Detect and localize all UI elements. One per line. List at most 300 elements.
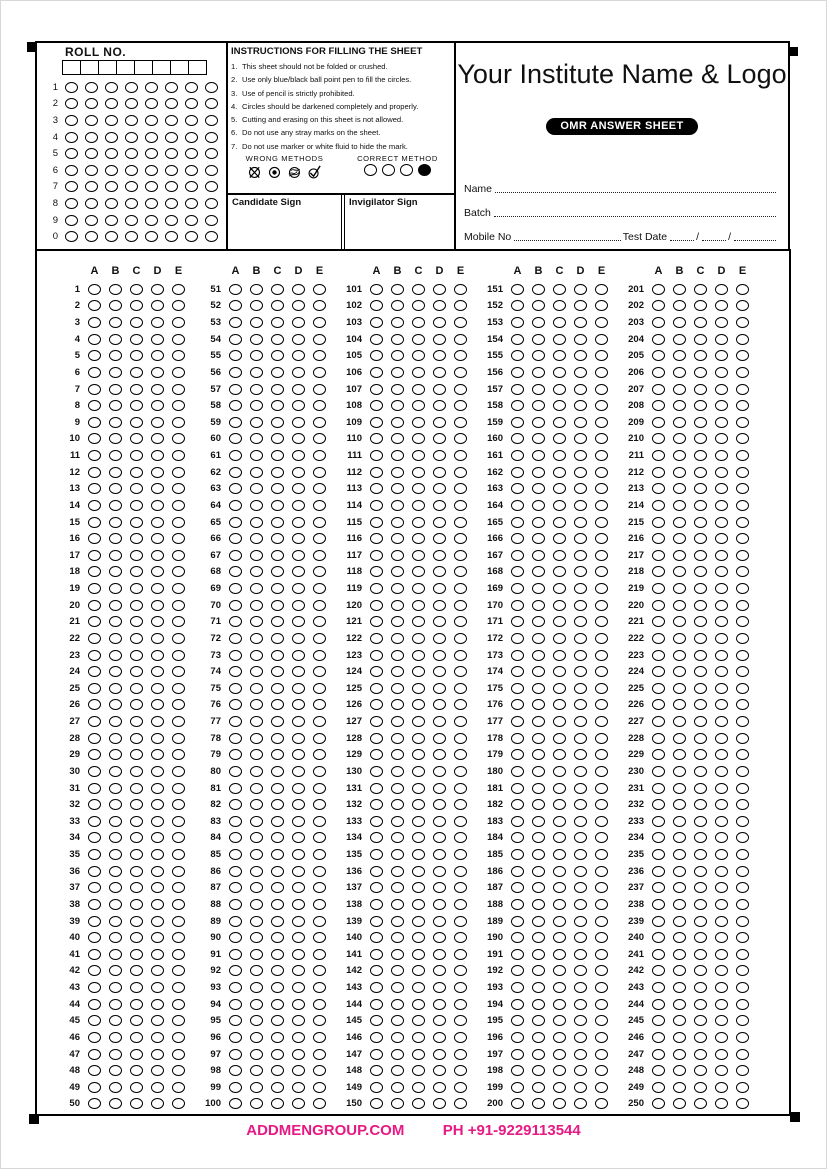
roll-bubble[interactable] xyxy=(205,98,218,109)
answer-bubble[interactable] xyxy=(673,749,686,760)
answer-bubble[interactable] xyxy=(292,733,305,744)
answer-bubble[interactable] xyxy=(130,882,143,893)
answer-bubble[interactable] xyxy=(229,816,242,827)
answer-bubble[interactable] xyxy=(229,1015,242,1026)
answer-bubble[interactable] xyxy=(109,982,122,993)
answer-bubble[interactable] xyxy=(151,1032,164,1043)
answer-bubble[interactable] xyxy=(673,417,686,428)
answer-bubble[interactable] xyxy=(88,899,101,910)
answer-bubble[interactable] xyxy=(151,783,164,794)
answer-bubble[interactable] xyxy=(151,616,164,627)
answer-bubble[interactable] xyxy=(391,284,404,295)
answer-bubble[interactable] xyxy=(391,916,404,927)
answer-bubble[interactable] xyxy=(595,899,608,910)
answer-bubble[interactable] xyxy=(532,284,545,295)
answer-bubble[interactable] xyxy=(88,799,101,810)
answer-bubble[interactable] xyxy=(574,533,587,544)
answer-bubble[interactable] xyxy=(433,699,446,710)
answer-bubble[interactable] xyxy=(292,450,305,461)
answer-bubble[interactable] xyxy=(673,300,686,311)
answer-bubble[interactable] xyxy=(715,882,728,893)
answer-bubble[interactable] xyxy=(391,616,404,627)
answer-bubble[interactable] xyxy=(412,483,425,494)
answer-bubble[interactable] xyxy=(88,1015,101,1026)
answer-bubble[interactable] xyxy=(454,367,467,378)
roll-bubble[interactable] xyxy=(85,82,98,93)
answer-bubble[interactable] xyxy=(370,417,383,428)
answer-bubble[interactable] xyxy=(109,899,122,910)
answer-bubble[interactable] xyxy=(151,517,164,528)
answer-bubble[interactable] xyxy=(292,317,305,328)
answer-bubble[interactable] xyxy=(433,1049,446,1060)
answer-bubble[interactable] xyxy=(694,483,707,494)
answer-bubble[interactable] xyxy=(715,350,728,361)
answer-bubble[interactable] xyxy=(370,583,383,594)
roll-bubble[interactable] xyxy=(165,148,178,159)
answer-bubble[interactable] xyxy=(229,633,242,644)
answer-bubble[interactable] xyxy=(172,384,185,395)
answer-bubble[interactable] xyxy=(454,1015,467,1026)
answer-bubble[interactable] xyxy=(292,816,305,827)
answer-bubble[interactable] xyxy=(370,367,383,378)
answer-bubble[interactable] xyxy=(433,1082,446,1093)
answer-bubble[interactable] xyxy=(370,616,383,627)
answer-bubble[interactable] xyxy=(595,866,608,877)
answer-bubble[interactable] xyxy=(130,334,143,345)
answer-bubble[interactable] xyxy=(574,1082,587,1093)
answer-bubble[interactable] xyxy=(391,1015,404,1026)
answer-bubble[interactable] xyxy=(250,816,263,827)
answer-bubble[interactable] xyxy=(229,699,242,710)
answer-bubble[interactable] xyxy=(313,832,326,843)
answer-bubble[interactable] xyxy=(391,949,404,960)
answer-bubble[interactable] xyxy=(313,300,326,311)
answer-bubble[interactable] xyxy=(370,1065,383,1076)
answer-bubble[interactable] xyxy=(553,583,566,594)
answer-bubble[interactable] xyxy=(673,849,686,860)
answer-bubble[interactable] xyxy=(433,799,446,810)
answer-bubble[interactable] xyxy=(370,849,383,860)
answer-bubble[interactable] xyxy=(172,1098,185,1109)
answer-bubble[interactable] xyxy=(313,1082,326,1093)
answer-bubble[interactable] xyxy=(715,1098,728,1109)
answer-bubble[interactable] xyxy=(370,384,383,395)
answer-bubble[interactable] xyxy=(532,683,545,694)
answer-bubble[interactable] xyxy=(532,317,545,328)
answer-bubble[interactable] xyxy=(532,517,545,528)
answer-bubble[interactable] xyxy=(454,866,467,877)
answer-bubble[interactable] xyxy=(694,982,707,993)
answer-bubble[interactable] xyxy=(172,417,185,428)
answer-bubble[interactable] xyxy=(88,533,101,544)
answer-bubble[interactable] xyxy=(454,350,467,361)
answer-bubble[interactable] xyxy=(292,616,305,627)
answer-bubble[interactable] xyxy=(109,1015,122,1026)
answer-bubble[interactable] xyxy=(511,799,524,810)
answer-bubble[interactable] xyxy=(511,766,524,777)
answer-bubble[interactable] xyxy=(694,799,707,810)
answer-bubble[interactable] xyxy=(151,699,164,710)
answer-bubble[interactable] xyxy=(370,400,383,411)
answer-bubble[interactable] xyxy=(370,766,383,777)
answer-bubble[interactable] xyxy=(454,766,467,777)
answer-bubble[interactable] xyxy=(151,733,164,744)
answer-bubble[interactable] xyxy=(736,766,749,777)
answer-bubble[interactable] xyxy=(313,566,326,577)
answer-bubble[interactable] xyxy=(130,1049,143,1060)
answer-bubble[interactable] xyxy=(736,716,749,727)
answer-bubble[interactable] xyxy=(109,467,122,478)
answer-bubble[interactable] xyxy=(271,650,284,661)
answer-bubble[interactable] xyxy=(370,866,383,877)
answer-bubble[interactable] xyxy=(532,749,545,760)
answer-bubble[interactable] xyxy=(313,400,326,411)
answer-bubble[interactable] xyxy=(652,500,665,511)
answer-bubble[interactable] xyxy=(595,832,608,843)
answer-bubble[interactable] xyxy=(511,517,524,528)
roll-bubble[interactable] xyxy=(205,165,218,176)
roll-bubble[interactable] xyxy=(205,198,218,209)
answer-bubble[interactable] xyxy=(313,899,326,910)
answer-bubble[interactable] xyxy=(595,583,608,594)
answer-bubble[interactable] xyxy=(313,683,326,694)
answer-bubble[interactable] xyxy=(151,467,164,478)
answer-bubble[interactable] xyxy=(229,550,242,561)
answer-bubble[interactable] xyxy=(109,284,122,295)
answer-bubble[interactable] xyxy=(736,799,749,810)
answer-bubble[interactable] xyxy=(652,783,665,794)
answer-bubble[interactable] xyxy=(715,699,728,710)
answer-bubble[interactable] xyxy=(172,317,185,328)
answer-bubble[interactable] xyxy=(271,517,284,528)
answer-bubble[interactable] xyxy=(694,816,707,827)
answer-bubble[interactable] xyxy=(292,583,305,594)
answer-bubble[interactable] xyxy=(88,300,101,311)
answer-bubble[interactable] xyxy=(229,832,242,843)
answer-bubble[interactable] xyxy=(511,533,524,544)
answer-bubble[interactable] xyxy=(109,699,122,710)
answer-bubble[interactable] xyxy=(652,699,665,710)
answer-bubble[interactable] xyxy=(574,633,587,644)
answer-bubble[interactable] xyxy=(130,949,143,960)
answer-bubble[interactable] xyxy=(652,1082,665,1093)
answer-bubble[interactable] xyxy=(595,517,608,528)
answer-bubble[interactable] xyxy=(454,916,467,927)
answer-bubble[interactable] xyxy=(130,699,143,710)
answer-bubble[interactable] xyxy=(250,517,263,528)
answer-bubble[interactable] xyxy=(532,999,545,1010)
answer-bubble[interactable] xyxy=(595,882,608,893)
roll-bubble[interactable] xyxy=(105,181,118,192)
answer-bubble[interactable] xyxy=(250,317,263,328)
answer-bubble[interactable] xyxy=(130,982,143,993)
answer-bubble[interactable] xyxy=(433,533,446,544)
answer-bubble[interactable] xyxy=(673,1049,686,1060)
roll-bubble[interactable] xyxy=(145,148,158,159)
answer-bubble[interactable] xyxy=(574,799,587,810)
answer-bubble[interactable] xyxy=(694,384,707,395)
roll-bubble[interactable] xyxy=(85,132,98,143)
answer-bubble[interactable] xyxy=(412,916,425,927)
answer-bubble[interactable] xyxy=(229,999,242,1010)
answer-bubble[interactable] xyxy=(532,367,545,378)
answer-bubble[interactable] xyxy=(130,716,143,727)
answer-bubble[interactable] xyxy=(412,766,425,777)
answer-bubble[interactable] xyxy=(130,367,143,378)
answer-bubble[interactable] xyxy=(511,350,524,361)
answer-bubble[interactable] xyxy=(511,1032,524,1043)
answer-bubble[interactable] xyxy=(250,716,263,727)
answer-bubble[interactable] xyxy=(292,367,305,378)
invigilator-sign-box[interactable] xyxy=(341,195,454,249)
answer-bubble[interactable] xyxy=(172,783,185,794)
answer-bubble[interactable] xyxy=(271,899,284,910)
answer-bubble[interactable] xyxy=(511,832,524,843)
answer-bubble[interactable] xyxy=(433,583,446,594)
answer-bubble[interactable] xyxy=(454,616,467,627)
answer-bubble[interactable] xyxy=(511,317,524,328)
answer-bubble[interactable] xyxy=(271,500,284,511)
answer-bubble[interactable] xyxy=(673,932,686,943)
answer-bubble[interactable] xyxy=(694,1098,707,1109)
answer-bubble[interactable] xyxy=(109,1032,122,1043)
answer-bubble[interactable] xyxy=(313,716,326,727)
answer-bubble[interactable] xyxy=(673,350,686,361)
answer-bubble[interactable] xyxy=(715,766,728,777)
answer-bubble[interactable] xyxy=(652,899,665,910)
answer-bubble[interactable] xyxy=(736,616,749,627)
answer-bubble[interactable] xyxy=(511,600,524,611)
answer-bubble[interactable] xyxy=(391,450,404,461)
answer-bubble[interactable] xyxy=(250,633,263,644)
roll-bubble[interactable] xyxy=(145,82,158,93)
answer-bubble[interactable] xyxy=(88,450,101,461)
roll-bubble[interactable] xyxy=(85,181,98,192)
answer-bubble[interactable] xyxy=(229,882,242,893)
answer-bubble[interactable] xyxy=(694,533,707,544)
answer-bubble[interactable] xyxy=(172,832,185,843)
answer-bubble[interactable] xyxy=(250,916,263,927)
answer-bubble[interactable] xyxy=(88,832,101,843)
answer-bubble[interactable] xyxy=(673,965,686,976)
answer-bubble[interactable] xyxy=(229,317,242,328)
answer-bubble[interactable] xyxy=(454,932,467,943)
answer-bubble[interactable] xyxy=(172,849,185,860)
answer-bubble[interactable] xyxy=(511,749,524,760)
answer-bubble[interactable] xyxy=(229,450,242,461)
answer-bubble[interactable] xyxy=(109,450,122,461)
answer-bubble[interactable] xyxy=(271,1049,284,1060)
answer-bubble[interactable] xyxy=(292,749,305,760)
answer-bubble[interactable] xyxy=(511,733,524,744)
answer-bubble[interactable] xyxy=(673,683,686,694)
answer-bubble[interactable] xyxy=(532,483,545,494)
answer-bubble[interactable] xyxy=(595,982,608,993)
answer-bubble[interactable] xyxy=(130,400,143,411)
answer-bubble[interactable] xyxy=(511,467,524,478)
answer-bubble[interactable] xyxy=(532,1049,545,1060)
answer-bubble[interactable] xyxy=(454,1032,467,1043)
answer-bubble[interactable] xyxy=(652,583,665,594)
roll-bubble[interactable] xyxy=(105,215,118,226)
answer-bubble[interactable] xyxy=(595,949,608,960)
answer-bubble[interactable] xyxy=(130,683,143,694)
answer-bubble[interactable] xyxy=(595,799,608,810)
answer-bubble[interactable] xyxy=(595,566,608,577)
answer-bubble[interactable] xyxy=(370,483,383,494)
answer-bubble[interactable] xyxy=(130,916,143,927)
answer-bubble[interactable] xyxy=(595,400,608,411)
answer-bubble[interactable] xyxy=(553,450,566,461)
answer-bubble[interactable] xyxy=(532,583,545,594)
answer-bubble[interactable] xyxy=(151,916,164,927)
answer-bubble[interactable] xyxy=(151,683,164,694)
answer-bubble[interactable] xyxy=(673,566,686,577)
answer-bubble[interactable] xyxy=(736,650,749,661)
answer-bubble[interactable] xyxy=(88,982,101,993)
answer-bubble[interactable] xyxy=(229,650,242,661)
answer-bubble[interactable] xyxy=(694,1032,707,1043)
answer-bubble[interactable] xyxy=(694,300,707,311)
answer-bubble[interactable] xyxy=(673,517,686,528)
answer-bubble[interactable] xyxy=(250,733,263,744)
roll-bubble[interactable] xyxy=(65,115,78,126)
answer-bubble[interactable] xyxy=(673,450,686,461)
answer-bubble[interactable] xyxy=(412,1032,425,1043)
answer-bubble[interactable] xyxy=(595,766,608,777)
answer-bubble[interactable] xyxy=(172,716,185,727)
answer-bubble[interactable] xyxy=(391,384,404,395)
answer-bubble[interactable] xyxy=(511,384,524,395)
answer-bubble[interactable] xyxy=(574,965,587,976)
roll-bubble[interactable] xyxy=(185,198,198,209)
answer-bubble[interactable] xyxy=(694,566,707,577)
answer-bubble[interactable] xyxy=(595,1098,608,1109)
answer-bubble[interactable] xyxy=(454,733,467,744)
answer-bubble[interactable] xyxy=(172,433,185,444)
answer-bubble[interactable] xyxy=(412,400,425,411)
answer-bubble[interactable] xyxy=(109,766,122,777)
answer-bubble[interactable] xyxy=(313,284,326,295)
answer-bubble[interactable] xyxy=(532,965,545,976)
answer-bubble[interactable] xyxy=(391,1049,404,1060)
answer-bubble[interactable] xyxy=(109,300,122,311)
answer-bubble[interactable] xyxy=(532,550,545,561)
answer-bubble[interactable] xyxy=(412,467,425,478)
answer-bubble[interactable] xyxy=(412,300,425,311)
answer-bubble[interactable] xyxy=(595,550,608,561)
answer-bubble[interactable] xyxy=(313,849,326,860)
answer-bubble[interactable] xyxy=(673,949,686,960)
answer-bubble[interactable] xyxy=(553,384,566,395)
answer-bubble[interactable] xyxy=(130,284,143,295)
answer-bubble[interactable] xyxy=(109,650,122,661)
answer-bubble[interactable] xyxy=(391,566,404,577)
answer-bubble[interactable] xyxy=(391,483,404,494)
answer-bubble[interactable] xyxy=(694,467,707,478)
answer-bubble[interactable] xyxy=(370,1082,383,1093)
answer-bubble[interactable] xyxy=(250,866,263,877)
answer-bubble[interactable] xyxy=(652,384,665,395)
answer-bubble[interactable] xyxy=(694,932,707,943)
roll-bubble[interactable] xyxy=(125,115,138,126)
answer-bubble[interactable] xyxy=(229,600,242,611)
answer-bubble[interactable] xyxy=(370,932,383,943)
answer-bubble[interactable] xyxy=(595,1082,608,1093)
answer-bubble[interactable] xyxy=(88,1049,101,1060)
answer-bubble[interactable] xyxy=(151,433,164,444)
answer-bubble[interactable] xyxy=(271,616,284,627)
roll-bubble[interactable] xyxy=(85,98,98,109)
answer-bubble[interactable] xyxy=(673,716,686,727)
answer-bubble[interactable] xyxy=(715,600,728,611)
answer-bubble[interactable] xyxy=(151,1065,164,1076)
answer-bubble[interactable] xyxy=(109,533,122,544)
answer-bubble[interactable] xyxy=(109,600,122,611)
answer-bubble[interactable] xyxy=(292,600,305,611)
answer-bubble[interactable] xyxy=(151,999,164,1010)
answer-bubble[interactable] xyxy=(694,517,707,528)
answer-bubble[interactable] xyxy=(370,633,383,644)
answer-bubble[interactable] xyxy=(109,916,122,927)
answer-bubble[interactable] xyxy=(574,866,587,877)
answer-bubble[interactable] xyxy=(652,566,665,577)
answer-bubble[interactable] xyxy=(694,766,707,777)
answer-bubble[interactable] xyxy=(292,500,305,511)
answer-bubble[interactable] xyxy=(532,832,545,843)
answer-bubble[interactable] xyxy=(433,1015,446,1026)
answer-bubble[interactable] xyxy=(88,683,101,694)
answer-bubble[interactable] xyxy=(736,417,749,428)
answer-bubble[interactable] xyxy=(172,749,185,760)
answer-bubble[interactable] xyxy=(130,932,143,943)
answer-bubble[interactable] xyxy=(511,550,524,561)
roll-bubble[interactable] xyxy=(105,165,118,176)
answer-bubble[interactable] xyxy=(673,1015,686,1026)
answer-bubble[interactable] xyxy=(250,932,263,943)
answer-bubble[interactable] xyxy=(652,816,665,827)
answer-bubble[interactable] xyxy=(454,284,467,295)
answer-bubble[interactable] xyxy=(553,284,566,295)
answer-bubble[interactable] xyxy=(532,1032,545,1043)
answer-bubble[interactable] xyxy=(109,350,122,361)
answer-bubble[interactable] xyxy=(715,450,728,461)
answer-bubble[interactable] xyxy=(151,500,164,511)
answer-bubble[interactable] xyxy=(250,384,263,395)
answer-bubble[interactable] xyxy=(271,483,284,494)
answer-bubble[interactable] xyxy=(574,350,587,361)
answer-bubble[interactable] xyxy=(433,566,446,577)
roll-bubble[interactable] xyxy=(125,231,138,242)
answer-bubble[interactable] xyxy=(229,1065,242,1076)
answer-bubble[interactable] xyxy=(736,483,749,494)
answer-bubble[interactable] xyxy=(553,716,566,727)
roll-bubble[interactable] xyxy=(185,181,198,192)
answer-bubble[interactable] xyxy=(412,932,425,943)
answer-bubble[interactable] xyxy=(250,899,263,910)
answer-bubble[interactable] xyxy=(109,999,122,1010)
answer-bubble[interactable] xyxy=(88,417,101,428)
answer-bubble[interactable] xyxy=(271,433,284,444)
answer-bubble[interactable] xyxy=(736,334,749,345)
answer-bubble[interactable] xyxy=(715,566,728,577)
answer-bubble[interactable] xyxy=(172,517,185,528)
answer-bubble[interactable] xyxy=(172,666,185,677)
answer-bubble[interactable] xyxy=(433,1098,446,1109)
answer-bubble[interactable] xyxy=(229,932,242,943)
answer-bubble[interactable] xyxy=(250,467,263,478)
answer-bubble[interactable] xyxy=(271,832,284,843)
